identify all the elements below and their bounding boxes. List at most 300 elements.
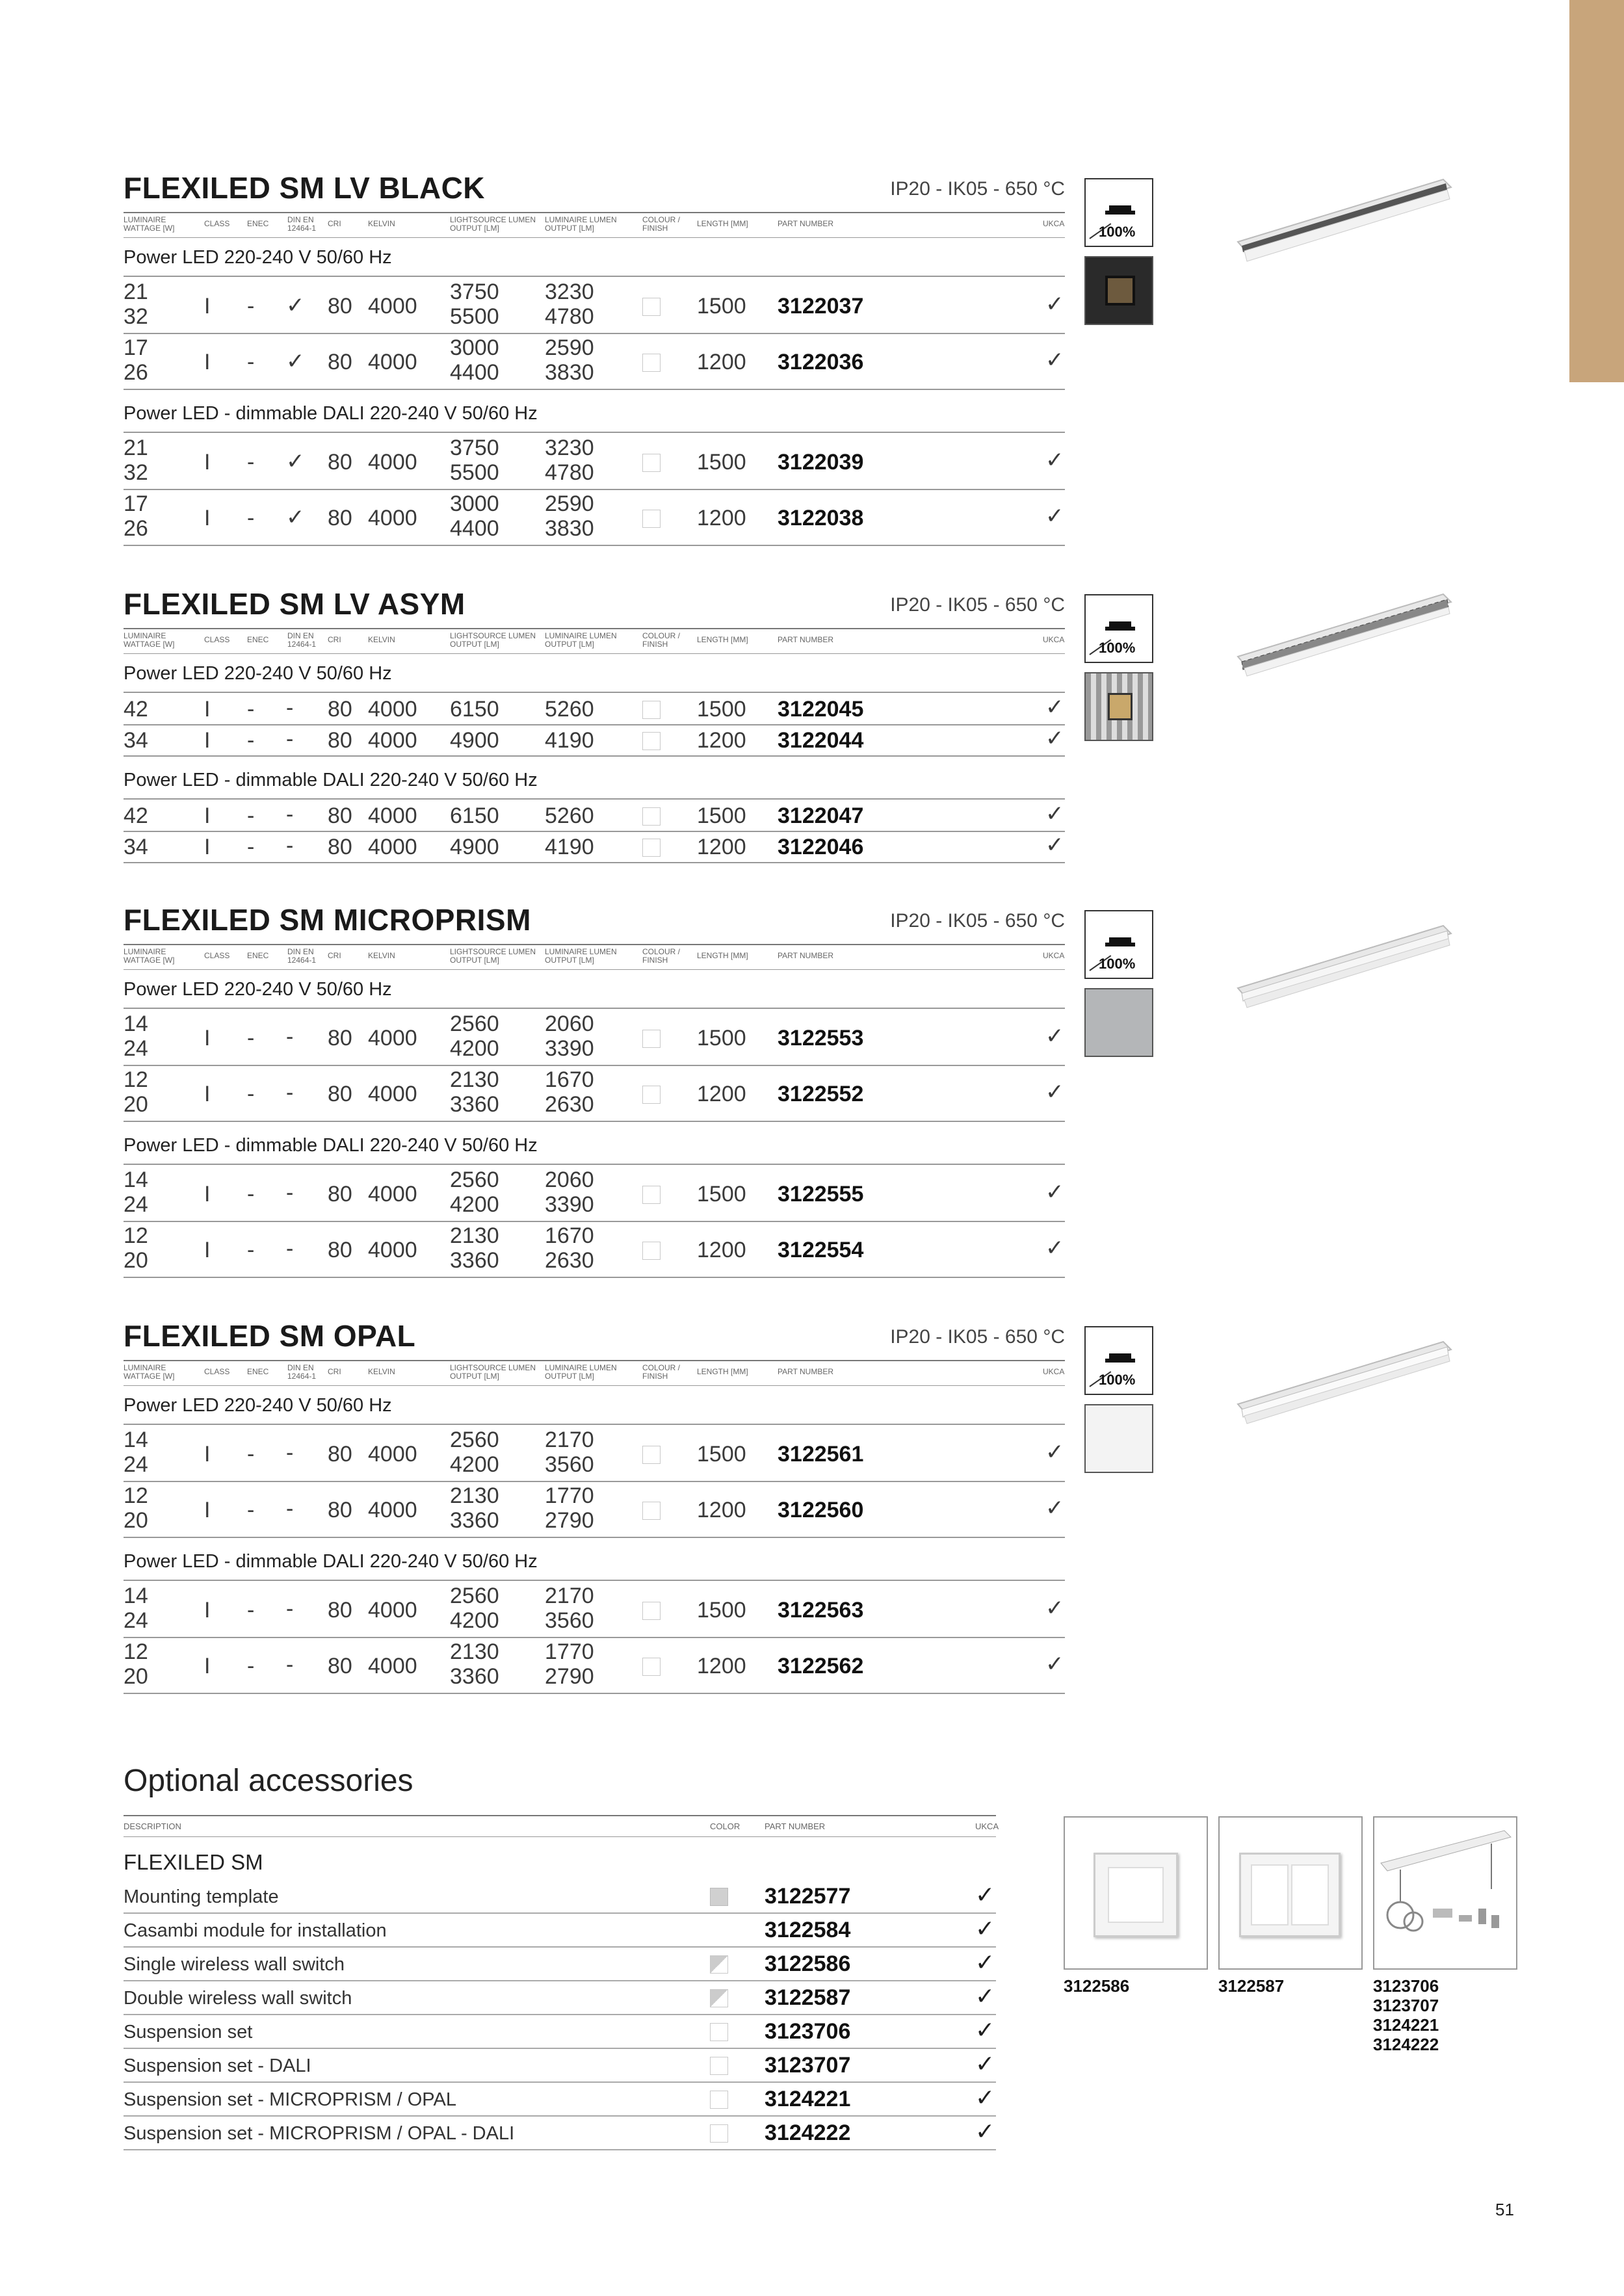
accessory-part-number: 3122587 — [765, 1985, 851, 2010]
cell-part-number: 3122552 — [778, 1082, 864, 1106]
cell-din: - — [286, 1181, 294, 1205]
lamp-base — [1105, 1359, 1135, 1363]
cell-lum-lumen-line: 2630 — [545, 1092, 594, 1117]
percentage-label: 100% — [1099, 956, 1136, 972]
cell-wattage — [124, 280, 148, 329]
double-switch-image — [1218, 1816, 1363, 1970]
cell-lum-lumen — [545, 491, 594, 541]
table-row — [124, 832, 1065, 863]
header-line: 12464-1 — [287, 640, 317, 649]
header-line: OUTPUT [LM] — [450, 224, 499, 233]
cell-ls-lumen-line: 3750 — [450, 280, 499, 304]
header-line: OUTPUT [LM] — [545, 224, 594, 233]
header-wattage — [124, 632, 174, 649]
cell-wattage-line: 26 — [124, 516, 148, 541]
cell-part-number: 3122038 — [778, 506, 864, 530]
group-divider — [124, 1008, 1065, 1009]
cell-din: - — [286, 833, 294, 858]
cell-part-number: 3122561 — [778, 1442, 864, 1467]
cell-ls-lumen-line: 3360 — [450, 1508, 499, 1533]
cell-wattage-line: 21 — [124, 280, 148, 304]
cell-lum-lumen-line: 1770 — [545, 1483, 594, 1508]
header-din — [287, 1364, 316, 1381]
acc-header-desc: DESCRIPTION — [124, 1821, 181, 1831]
cell-ls-lumen-line: 2130 — [450, 1639, 499, 1664]
header-line: DIN EN — [287, 215, 314, 224]
cell-ukca: ✓ — [1045, 1440, 1064, 1465]
cell-class: I — [204, 1182, 211, 1207]
cell-cri: 80 — [328, 506, 352, 530]
header-line: LIGHTSOURCE LUMEN — [450, 215, 536, 224]
cell-ls-lumen-line: 2560 — [450, 1584, 499, 1608]
cell-class: I — [204, 294, 211, 319]
cell-din: - — [286, 1236, 294, 1261]
cell-wattage-line: 24 — [124, 1608, 148, 1633]
cell-class: I — [204, 506, 211, 530]
cell-kelvin: 4000 — [368, 1082, 417, 1106]
cell-wattage: 34 — [124, 728, 148, 753]
cell-kelvin: 4000 — [368, 728, 417, 753]
cell-wattage-line: 24 — [124, 1036, 148, 1061]
cell-class: I — [204, 728, 211, 753]
cell-ls-lumen: 6150 — [450, 697, 499, 722]
cell-kelvin: 4000 — [368, 294, 417, 319]
cell-enec: - — [247, 803, 255, 828]
caption-line: 3123706 — [1373, 1976, 1439, 1996]
accessories-group: FLEXILED SM — [124, 1850, 263, 1874]
header-lu — [545, 632, 617, 649]
cell-lum-lumen-line: 3390 — [545, 1036, 594, 1061]
header-line: DIN EN — [287, 947, 314, 956]
cell-wattage-line: 20 — [124, 1248, 148, 1273]
cell-lum-lumen-line: 4780 — [545, 304, 594, 329]
group-label: Power LED 220-240 V 50/60 Hz — [124, 247, 392, 268]
caption-line: 3123707 — [1373, 1996, 1439, 2015]
cell-cri: 80 — [328, 450, 352, 475]
cell-wattage — [124, 1168, 148, 1217]
header-ukca: UKCA — [1043, 219, 1065, 228]
cell-din: - — [286, 1597, 294, 1621]
cell-cri: 80 — [328, 1442, 352, 1467]
cell-wattage-line: 21 — [124, 436, 148, 460]
header-line: LUMINAIRE LUMEN — [545, 215, 617, 224]
accessory-part-number: 3124221 — [765, 2087, 851, 2111]
cell-wattage: 42 — [124, 803, 148, 828]
light-distribution-icon — [1084, 594, 1153, 663]
cell-enec: - — [247, 1598, 255, 1623]
acc-header-color: COLOR — [710, 1821, 740, 1831]
colour-swatch — [642, 510, 661, 528]
cell-ukca: ✓ — [1045, 1596, 1064, 1621]
header-line: COLOUR / — [642, 1363, 681, 1372]
cell-ls-lumen-line: 2560 — [450, 1168, 499, 1192]
cell-part-number: 3122047 — [778, 803, 864, 828]
accessory-description: Suspension set - MICROPRISM / OPAL - DALI — [124, 2123, 515, 2144]
group-divider — [124, 798, 1065, 800]
caption-single-switch: 3122586 — [1064, 1976, 1130, 1996]
colour-swatch — [642, 807, 661, 826]
ip-rating: IP20 - IK05 - 650 °C — [890, 1326, 1065, 1348]
header-cls: CLASS — [204, 635, 230, 644]
accessory-description: Single wireless wall switch — [124, 1954, 345, 1975]
cell-ukca: ✓ — [1045, 292, 1064, 317]
cell-lum-lumen-line: 2170 — [545, 1584, 594, 1608]
cell-part-number: 3122044 — [778, 728, 864, 753]
cell-length: 1200 — [697, 835, 746, 859]
cell-ls-lumen-line: 3750 — [450, 436, 499, 460]
color-swatch — [710, 1989, 728, 2007]
cell-wattage-line: 32 — [124, 460, 148, 485]
cell-kelvin: 4000 — [368, 803, 417, 828]
header-line: 12464-1 — [287, 956, 317, 965]
group-label: Power LED - dimmable DALI 220-240 V 50/60 Hz — [124, 403, 538, 424]
cell-cri: 80 — [328, 1498, 352, 1522]
table-row — [124, 1426, 1065, 1482]
cell-part-number: 3122036 — [778, 350, 864, 374]
cell-cri: 80 — [328, 697, 352, 722]
cell-ls-lumen-line: 4200 — [450, 1192, 499, 1217]
header-wattage — [124, 948, 174, 965]
light-distribution-icon — [1084, 178, 1153, 247]
group-label: Power LED 220-240 V 50/60 Hz — [124, 663, 392, 684]
cell-class: I — [204, 450, 211, 475]
accessories-header — [124, 1815, 999, 1837]
cell-ls-lumen — [450, 491, 499, 541]
header-enec: ENEC — [247, 219, 269, 228]
cell-ls-lumen-line: 2560 — [450, 1428, 499, 1452]
cell-wattage — [124, 436, 148, 485]
cell-wattage — [124, 335, 148, 385]
light-distribution-icon — [1084, 910, 1153, 979]
cell-wattage — [124, 1011, 148, 1061]
cell-cri: 80 — [328, 803, 352, 828]
header-k: KELVIN — [368, 635, 395, 644]
cell-wattage-line: 12 — [124, 1067, 148, 1092]
header-len: LENGTH [MM] — [697, 1367, 748, 1376]
header-line: LIGHTSOURCE LUMEN — [450, 1363, 536, 1372]
cell-kelvin: 4000 — [368, 1442, 417, 1467]
accessory-row — [124, 1914, 996, 1948]
cell-ls-lumen: 6150 — [450, 803, 499, 828]
cell-class: I — [204, 697, 211, 722]
column-header-row — [124, 212, 1065, 238]
section-title: FLEXILED SM OPAL — [124, 1319, 416, 1353]
accessory-description: Casambi module for installation — [124, 1920, 387, 1941]
cell-ls-lumen — [450, 1168, 499, 1217]
group-label: Power LED - dimmable DALI 220-240 V 50/60 Hz — [124, 1135, 538, 1156]
caption-line: 3124222 — [1373, 2035, 1439, 2054]
cell-ukca: ✓ — [1045, 726, 1064, 751]
cell-length: 1200 — [697, 350, 746, 374]
cell-ls-lumen-line: 2130 — [450, 1067, 499, 1092]
header-len: LENGTH [MM] — [697, 219, 748, 228]
cell-class: I — [204, 1598, 211, 1623]
product-section — [124, 902, 1065, 1292]
cell-ls-lumen-line: 4400 — [450, 516, 499, 541]
header-ls — [450, 632, 536, 649]
header-lu — [545, 948, 617, 965]
header-ls — [450, 216, 536, 233]
header-k: KELVIN — [368, 1367, 395, 1376]
cell-lum-lumen — [545, 1011, 594, 1061]
table-row — [124, 1482, 1065, 1538]
cell-kelvin: 4000 — [368, 450, 417, 475]
table-row — [124, 1010, 1065, 1066]
cell-wattage-line: 17 — [124, 491, 148, 516]
cell-wattage: 42 — [124, 697, 148, 722]
cell-part-number: 3122037 — [778, 294, 864, 319]
cell-cri: 80 — [328, 1082, 352, 1106]
color-swatch — [710, 2023, 728, 2041]
cell-lum-lumen-line: 3830 — [545, 516, 594, 541]
caption-line: 3124221 — [1373, 2015, 1439, 2035]
cell-lum-lumen — [545, 1483, 594, 1533]
column-header-row — [124, 1360, 1065, 1386]
cell-ukca: ✓ — [1045, 1236, 1064, 1260]
header-line: COLOUR / — [642, 947, 681, 956]
header-cls: CLASS — [204, 951, 230, 960]
table-row — [124, 1582, 1065, 1638]
cell-enec: - — [247, 450, 255, 475]
accessory-ukca: ✓ — [975, 2016, 995, 2043]
cell-ls-lumen — [450, 1428, 499, 1477]
header-line: OUTPUT [LM] — [450, 640, 499, 649]
cell-ls-lumen-line: 4400 — [450, 360, 499, 385]
cell-ukca: ✓ — [1045, 448, 1064, 473]
cell-din: - — [286, 802, 294, 827]
cell-lum-lumen — [545, 280, 594, 329]
header-wattage — [124, 1364, 174, 1381]
header-line: WATTAGE [W] — [124, 956, 175, 965]
section-title: FLEXILED SM LV ASYM — [124, 587, 465, 621]
accessory-part-number: 3123707 — [765, 2053, 851, 2078]
header-len: LENGTH [MM] — [697, 951, 748, 960]
header-cri: CRI — [328, 951, 341, 960]
percentage-label: 100% — [1099, 1372, 1136, 1388]
led-module — [1105, 276, 1135, 306]
percentage-label: 100% — [1099, 224, 1136, 240]
header-line: 12464-1 — [287, 1372, 317, 1381]
header-k: KELVIN — [368, 219, 395, 228]
cell-lum-lumen-line: 3230 — [545, 280, 594, 304]
accessory-row — [124, 1880, 996, 1914]
colour-swatch — [642, 1242, 661, 1260]
header-line: LUMINAIRE — [124, 947, 166, 956]
color-swatch — [710, 2091, 728, 2109]
header-enec: ENEC — [247, 635, 269, 644]
header-line: LIGHTSOURCE LUMEN — [450, 947, 536, 956]
cell-part-number: 3122039 — [778, 450, 864, 475]
cell-enec: - — [247, 1654, 255, 1678]
colour-swatch — [642, 1658, 661, 1676]
cell-lum-lumen-line: 2630 — [545, 1248, 594, 1273]
header-line: LUMINAIRE LUMEN — [545, 631, 617, 640]
header-colour — [642, 216, 680, 233]
cell-lum-lumen-line: 2790 — [545, 1508, 594, 1533]
cell-lum-lumen — [545, 335, 594, 385]
luminaire-image-asym — [1235, 585, 1456, 689]
header-line: FINISH — [642, 224, 668, 233]
lamp-base — [1105, 627, 1135, 631]
header-k: KELVIN — [368, 951, 395, 960]
cell-enec: - — [247, 1082, 255, 1106]
cell-kelvin: 4000 — [368, 1598, 417, 1623]
colour-swatch — [642, 1446, 661, 1464]
cell-enec: - — [247, 506, 255, 530]
cell-ukca: ✓ — [1045, 1652, 1064, 1676]
header-ls — [450, 1364, 536, 1381]
cell-lum-lumen-line: 2170 — [545, 1428, 594, 1452]
header-line: COLOUR / — [642, 215, 681, 224]
header-part: PART NUMBER — [778, 1367, 834, 1376]
accessory-row — [124, 2083, 996, 2117]
section-title: FLEXILED SM MICROPRISM — [124, 903, 531, 937]
colour-swatch — [642, 354, 661, 372]
colour-swatch — [642, 839, 661, 857]
cell-wattage-line: 20 — [124, 1508, 148, 1533]
colour-swatch — [642, 454, 661, 472]
product-section — [124, 1318, 1065, 1708]
light-distribution-icon — [1084, 1326, 1153, 1395]
cell-lum-lumen — [545, 1067, 594, 1117]
cell-class: I — [204, 1026, 211, 1050]
header-lu — [545, 1364, 617, 1381]
cell-length: 1500 — [697, 1442, 746, 1467]
group-label: Power LED 220-240 V 50/60 Hz — [124, 1395, 392, 1416]
cell-lum-lumen — [545, 1168, 594, 1217]
cell-cri: 80 — [328, 1182, 352, 1207]
group-label: Power LED 220-240 V 50/60 Hz — [124, 979, 392, 1000]
luminaire-image-microprism — [1235, 917, 1456, 1021]
accessory-ukca: ✓ — [975, 2050, 995, 2077]
header-line: FINISH — [642, 640, 668, 649]
table-row — [124, 1638, 1065, 1694]
table-row — [124, 801, 1065, 832]
single-switch-image — [1064, 1816, 1208, 1970]
acc-header-part: PART NUMBER — [765, 1821, 826, 1831]
cell-ukca: ✓ — [1045, 1080, 1064, 1104]
cell-enec: - — [247, 350, 255, 374]
cell-lum-lumen-line: 2790 — [545, 1664, 594, 1689]
cell-class: I — [204, 1082, 211, 1106]
header-cri: CRI — [328, 635, 341, 644]
table-row — [124, 490, 1065, 546]
cell-ukca: ✓ — [1045, 1496, 1064, 1520]
cell-ls-lumen — [450, 1639, 499, 1689]
accessory-ukca: ✓ — [975, 1983, 995, 2009]
table-row — [124, 334, 1065, 390]
cell-ls-lumen-line: 3000 — [450, 491, 499, 516]
cell-wattage-line: 12 — [124, 1639, 148, 1664]
cell-kelvin: 4000 — [368, 1182, 417, 1207]
cell-part-number: 3122553 — [778, 1026, 864, 1050]
cell-lum-lumen-line: 3830 — [545, 360, 594, 385]
percentage-label: 100% — [1099, 640, 1136, 656]
group-divider — [124, 692, 1065, 693]
cell-ls-lumen — [450, 335, 499, 385]
header-cri: CRI — [328, 1367, 341, 1376]
header-part: PART NUMBER — [778, 635, 834, 644]
cell-length: 1500 — [697, 803, 746, 828]
caption-suspension — [1373, 1976, 1439, 2054]
header-line: COLOUR / — [642, 631, 681, 640]
led-module — [1108, 693, 1133, 720]
header-ukca: UKCA — [1043, 951, 1065, 960]
accessory-part-number: 3122577 — [765, 1884, 851, 1909]
cell-cri: 80 — [328, 835, 352, 859]
caption-double-switch: 3122587 — [1218, 1976, 1285, 1996]
header-ls — [450, 948, 536, 965]
cell-lum-lumen-line: 3560 — [545, 1452, 594, 1477]
header-cls: CLASS — [204, 219, 230, 228]
cell-wattage-line: 14 — [124, 1168, 148, 1192]
cell-length: 1200 — [697, 1654, 746, 1678]
header-line: LUMINAIRE LUMEN — [545, 947, 617, 956]
cell-wattage-line: 12 — [124, 1483, 148, 1508]
color-swatch — [710, 1955, 728, 1974]
page-number: 51 — [1495, 2200, 1514, 2219]
group-divider — [124, 432, 1065, 433]
accessory-ukca: ✓ — [975, 1949, 995, 1976]
header-line: LUMINAIRE LUMEN — [545, 1363, 617, 1372]
cell-ukca: ✓ — [1045, 833, 1064, 857]
header-din — [287, 632, 316, 649]
header-line: DIN EN — [287, 1363, 314, 1372]
header-line: WATTAGE [W] — [124, 640, 175, 649]
table-row — [124, 694, 1065, 725]
cell-wattage-line: 24 — [124, 1452, 148, 1477]
cell-ls-lumen — [450, 1067, 499, 1117]
color-swatch — [710, 1888, 728, 1906]
ip-rating: IP20 - IK05 - 650 °C — [890, 594, 1065, 616]
header-din — [287, 216, 316, 233]
cell-length: 1200 — [697, 506, 746, 530]
cell-ls-lumen — [450, 1483, 499, 1533]
header-ukca: UKCA — [1043, 1367, 1065, 1376]
finish-thumbnail — [1084, 256, 1153, 325]
header-line: LIGHTSOURCE LUMEN — [450, 631, 536, 640]
cell-lum-lumen-line: 2590 — [545, 491, 594, 516]
accessory-ukca: ✓ — [975, 2084, 995, 2111]
ip-rating: IP20 - IK05 - 650 °C — [890, 910, 1065, 932]
accessories-title: Optional accessories — [124, 1764, 413, 1798]
table-row — [124, 725, 1065, 757]
header-line: DIN EN — [287, 631, 314, 640]
cell-din: - — [286, 1496, 294, 1521]
cell-enec: - — [247, 1026, 255, 1050]
cell-wattage-line: 20 — [124, 1664, 148, 1689]
cell-cri: 80 — [328, 1238, 352, 1262]
cell-lum-lumen: 4190 — [545, 835, 594, 859]
lamp-shape — [1109, 205, 1131, 211]
accessory-description: Suspension set — [124, 2022, 253, 2042]
cell-ls-lumen: 4900 — [450, 728, 499, 753]
colour-swatch — [642, 1030, 661, 1048]
cell-wattage-line: 32 — [124, 304, 148, 329]
cell-wattage — [124, 1428, 148, 1477]
cell-ukca: ✓ — [1045, 1024, 1064, 1049]
cell-part-number: 3122554 — [778, 1238, 864, 1262]
group-label: Power LED - dimmable DALI 220-240 V 50/60 Hz — [124, 1551, 538, 1572]
cell-din: - — [286, 1080, 294, 1105]
cell-part-number: 3122046 — [778, 835, 864, 859]
cell-ls-lumen-line: 2130 — [450, 1483, 499, 1508]
cell-kelvin: 4000 — [368, 1026, 417, 1050]
header-len: LENGTH [MM] — [697, 635, 748, 644]
group-label: Power LED - dimmable DALI 220-240 V 50/60 Hz — [124, 770, 538, 790]
lamp-base — [1105, 943, 1135, 946]
cell-kelvin: 4000 — [368, 1654, 417, 1678]
